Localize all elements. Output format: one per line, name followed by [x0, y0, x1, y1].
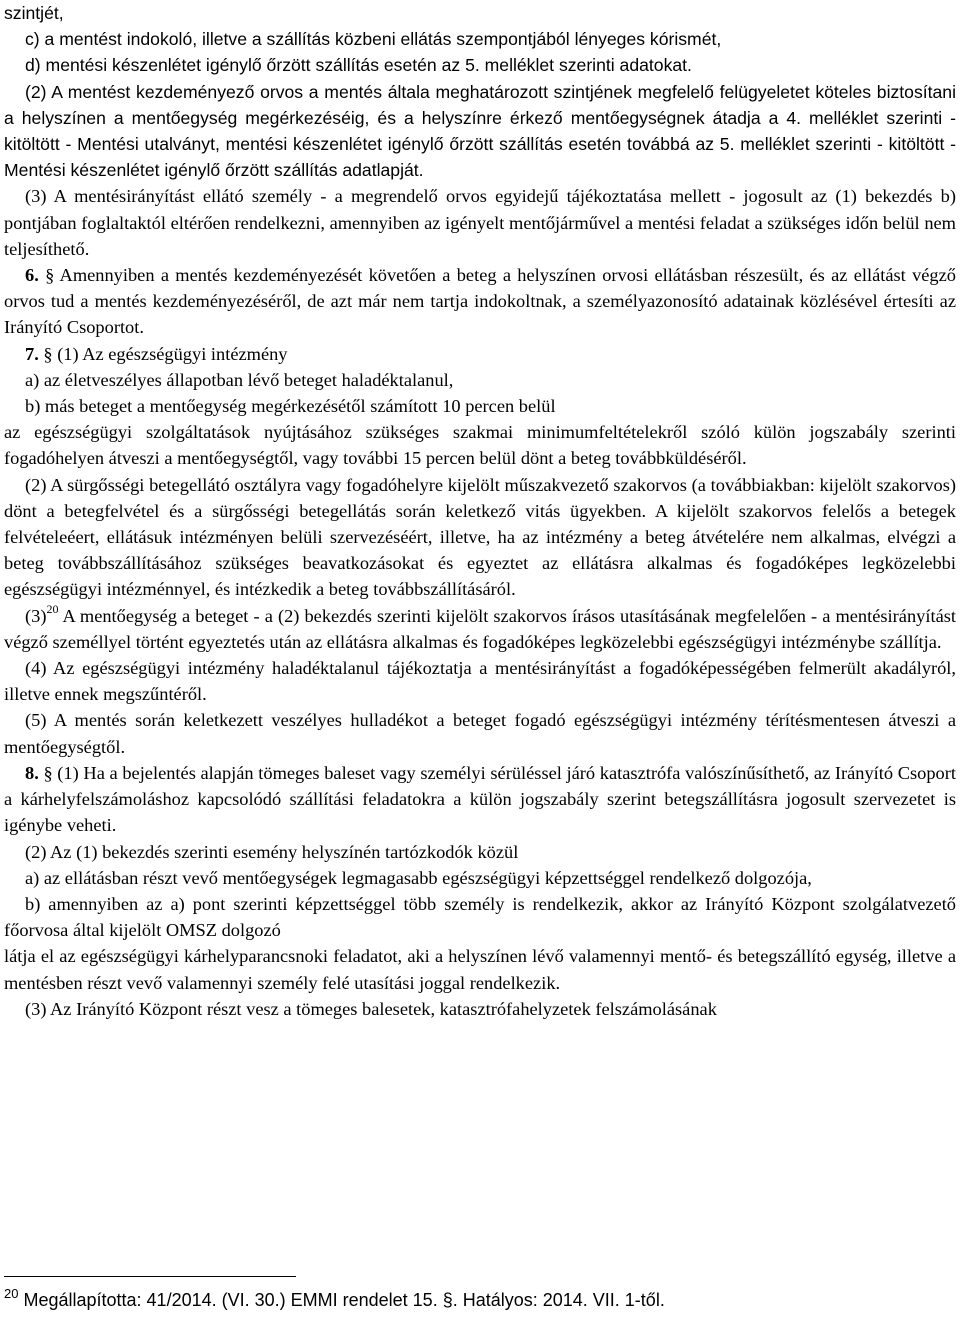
- paragraph-item-d: d) mentési készenlétet igénylő őrzött szállítás esetén az 5. melléklet szerinti adatokat.: [25, 55, 692, 76]
- footnote-divider: [4, 1276, 296, 1277]
- paragraph-7-b: b) más beteget a mentőegység megérkezésétől számított 10 percen belül: [25, 396, 556, 417]
- paragraph-8-2-tail: látja el az egészségügyi kárhelyparancsnoki feladatot, aki a helyszínen lévő valamennyi mentő- és betegszállító egység, illetve a mentésben részt vevő valamennyi személy felé utasítási joggal rendelkezik.: [4, 946, 956, 993]
- document-page: [4, 0, 956, 1022]
- paragraph-7-3: [4, 603, 956, 655]
- section-number: 7.: [25, 343, 39, 364]
- paragraph-item-c: c) a mentést indokoló, illetve a szállítás közbeni ellátás szempontjából lényeges kórismét,: [25, 29, 722, 50]
- paragraph-5-3: (3) A mentésirányítást ellátó személy - a megrendelő orvos egyidejű tájékoztatása mellett - jogosult az (1) bekezdés b) pontjában foglaltaktól eltérően rendelkezni, amennyiben az igényelt mentőjárművel a mentési feladat a szükséges időn belül nem teljesíthető.: [4, 186, 956, 259]
- section-8: [4, 760, 956, 839]
- section-text: § (1) Ha a bejelentés alapján tömeges baleset vagy személyi sérüléssel járó katasztrófa valószínűsíthető, az Irányító Csoport a kárhelyfelszámoláshoz kapcsolódó szállítási feladatokra a külön jogszabály szerint betegszállításra jogosult szervezetet is igénybe veheti.: [4, 762, 956, 836]
- paragraph-7-2: (2) A sürgősségi betegellátó osztályra vagy fogadóhelyre kijelölt műszakvezető szakorvos (a továbbiakban: kijelölt szakorvos) dönt a betegfelvétel és a sürgősségi betegellátás során keletkező vitás ügyekben. A kijelölt szakorvos felelős a betegek felvételeéert, ellátásuk intézményen belüli szervezéséért, illetve, ha az intézmény a beteg átvételére nem alkalmas, elvégzi a beteg továbbszállításához szükséges beavatkozásokat és egyeztet az ellátásra alkalmas és fogadóképes legközelebbi egészségügyi intézménnyel, és intézkedik a beteg továbbszállításáról.: [4, 474, 956, 600]
- footnote-text: Megállapította: 41/2014. (VI. 30.) EMMI rendelet 15. §. Hatályos: 2014. VII. 1-től.: [18, 1290, 665, 1310]
- paragraph-8-2-a: a) az ellátásban részt vevő mentőegységek legmagasabb egészségügyi képzettséggel rendelkező dolgozója,: [25, 867, 812, 888]
- section-7: [4, 341, 956, 367]
- section-number: 6.: [25, 265, 39, 286]
- footnote-number: 20: [4, 1286, 19, 1301]
- footnote: [4, 1287, 956, 1313]
- paragraph-5-2: (2) A mentést kezdeményező orvos a mentés általa meghatározott szintjének megfelelő felügyeletet köteles biztosítani a helyszínen a mentőegység megérkezéséig, és a helyszínre érkező mentőegységnek átadja a 4. melléklet szerinti - kitöltött - Mentési utalványt, mentési készenlétet igénylő őrzött szállítás esetén továbbá az 5. melléklet szerinti - kitöltött - Mentési készenlétet igénylő őrzött szállítás adatlapját.: [4, 81, 956, 181]
- paragraph-7-tail: az egészségügyi szolgáltatások nyújtásához szükséges szakmai minimumfeltételekről szóló külön jogszabály szerinti fogadóhelyen átveszi a mentőegységtől, vagy további 15 percen belül dönt a beteg továbbküldéséről.: [4, 422, 956, 469]
- paragraph-7-4: (4) Az egészségügyi intézmény haladéktalanul tájékoztatja a mentésirányítást a fogadóképességében felmerült akadályról, illetve ennek megszűntéről.: [4, 658, 956, 705]
- paragraph-7-a: a) az életveszélyes állapotban lévő beteget haladéktalanul,: [25, 369, 454, 390]
- paragraph-text: A mentőegység a beteget - a (2) bekezdés szerinti kijelölt szakorvos írásos utasításának megfelelően - a mentésirányítást végző személlyel történt egyeztetés után az ellátásra alkalmas és fogadóképes legközelebbi egészségügyi intézménybe szállítja.: [4, 605, 956, 652]
- paragraph-8-2-b: b) amennyiben az a) pont szerinti képzettséggel több személy is rendelkezik, akkor az Irányító Központ szolgálatvezető főorvosa által kijelölt OMSZ dolgozó: [4, 893, 956, 941]
- paragraph-8-3: (3) Az Irányító Központ részt vesz a tömeges balesetek, katasztrófahelyzetek felszámolásának: [25, 998, 717, 1019]
- footnote-reference[interactable]: 20: [46, 601, 59, 616]
- paragraph-continuation: szintjét,: [4, 3, 64, 23]
- section-number: 8.: [25, 762, 39, 783]
- section-6: [4, 262, 956, 341]
- paragraph-8-2: (2) Az (1) bekezdés szerinti esemény helyszínén tartózkodók közül: [25, 841, 519, 862]
- paragraph-prefix: (3): [25, 605, 47, 626]
- paragraph-7-5: (5) A mentés során keletkezett veszélyes hulladékot a beteget fogadó egészségügyi intézmény térítésmentesen átveszi a mentőegységtől.: [4, 710, 956, 757]
- section-text: § (1) Az egészségügyi intézmény: [38, 343, 288, 364]
- section-text: § Amennyiben a mentés kezdeményezését követően a beteg a helyszínen orvosi ellátásban részesült, és az ellátást végző orvos tud a mentés kezdeményezéséről, de azt már nem tartja indokoltnak, a személyazonosító adatainak közlésével értesíti az Irányító Csoportot.: [4, 265, 956, 338]
